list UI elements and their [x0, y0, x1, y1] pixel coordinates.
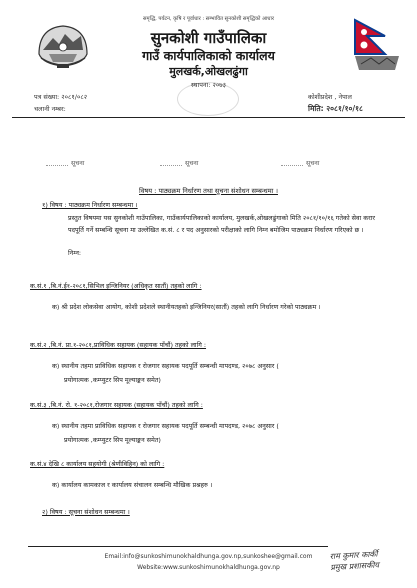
established-year: स्थापना: २०७३ [191, 81, 226, 89]
item-4-text: क) कार्यालय कामकाज र कार्यालय संचालन सम्बन्धि मौखिक प्रश्नहरु । [52, 481, 213, 489]
office-address: मुलखर्क,ओखलढुंगा [169, 65, 248, 78]
item-1-text: क) श्री प्रदेश लोकसेवा आयोग, कोशी प्रदेशले स्थानीयतहको इन्जिनियर(सातौं) तहको लागि निर्धारण गरेको पाठ्यक्रम । [52, 303, 321, 311]
item-3-line-2: प्रयोगात्मक ,कम्प्युटर सिप मूल्याङ्कन समेत) [64, 436, 161, 444]
notice-label: सूचना [160, 158, 198, 167]
province-label: कोशीप्रदेश , नेपाल [308, 93, 352, 101]
header-divider [12, 117, 405, 118]
signature-name: राम कुमार कार्की [329, 549, 378, 562]
item-2-line-2: प्रयोगात्मक ,कम्प्युटर सिप मूल्याङ्कन समेत) [64, 376, 161, 384]
handwritten-signature [329, 547, 408, 573]
section-1-nimna: निम्न: [68, 249, 82, 257]
notice-label: सूचना [46, 158, 84, 167]
office-name: गाउँ कार्यपालिकाको कार्यालय [142, 48, 275, 63]
section-2-heading: २) विषय : सूचना संशोधन सम्बन्धमा । [42, 508, 130, 516]
item-2-line-1: क) स्थानीय तहमा प्राविधिक सहायक र रोजगार सहायक पदपूर्ति सम्बन्धी मापदण्ड, २०७८ अनुसार ( [52, 362, 279, 370]
footer-website: Website:www.sunkoshimunokhaldhunga.gov.np [137, 564, 280, 571]
letter-date: मिति: २०८१/१०/१८ [308, 104, 363, 113]
notice-label: सूचना [281, 158, 319, 167]
item-3-line-1: क) स्थानीय तहमा प्राविधिक सहायक र रोजगार सहायक पदपूर्ति सम्बन्धी मापदण्ड, २०७८ अनुसार ( [52, 422, 279, 430]
item-1-heading: क.सं.१ ,बि.नं.ई१-२०८१,सिभिल इन्जिनियर (अधिकृत सातौं) तहको लागि : [30, 282, 202, 290]
dispatch-number: चलानी नम्बर: [34, 105, 66, 113]
signature-title: प्रमुख प्रशासकीय [330, 560, 380, 573]
header-slogan: समृद्धि, पर्यटन, कृषि र पूर्वाधार : सम्भावित सुनकोशी समृद्धिको आधार [143, 16, 274, 22]
section-1-paragraph: प्रस्तुत विषयमा यस सुनकोशी गाउँपालिका, गाउँकार्यपालिकाको कार्यालय, मुलखर्क,ओखलढुंगाको मिति २०८१/१०/१६ गतेको सेवा करार पदपूर्ति गर्ने सम्बन्धि सूचना मा उल्लेखित क.सं. ८ र पद अनुसारको परीक्षाको लागि निम्न बमोजिम पाठ्यक्रम निर्धारण गरिएको छ । [68, 214, 375, 234]
municipality-name: सुनकोशी गाउँपालिका [150, 29, 267, 47]
footer-divider [28, 546, 328, 547]
letter-subject: विषय : पाठ्यक्रम निर्धारण तथा सूचना संशोधन सम्बन्धमा । [139, 187, 278, 195]
item-2-heading: क.सं.२ ,बि.नं. प्रा.१-२०८१,प्राविधिक सहायक (सहायक पाँचौं) तहको लागि : [30, 341, 207, 349]
letter-number: पत्र संख्या: २०८१/०८२ [34, 93, 88, 101]
footer-email: Email:info@sunkoshimunokhaldhunga.gov.np,sunkoshee@gmail.com [104, 553, 313, 560]
item-3-heading: क.सं.३ ,बि.नं. रो. १-२०८१,रोजगार सहायक (सहायक पाँचौं) तहको लागि : [30, 401, 203, 409]
item-4-heading: क.सं.४ देखि ८ कार्यालय सहयोगी (श्रेणीविहिन) को लागि : [30, 460, 165, 468]
section-1-heading: १) विषय : पाठ्यक्रम निर्धारण सम्बन्धमा । [42, 201, 138, 209]
